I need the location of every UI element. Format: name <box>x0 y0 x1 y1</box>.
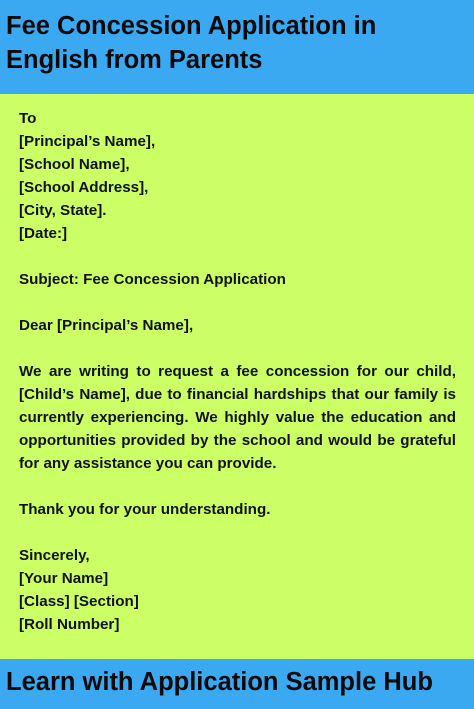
address-line: [Principal’s Name], <box>19 133 156 150</box>
page-title-line-2: English from Parents <box>6 46 263 74</box>
address-line: [City, State]. <box>19 202 107 219</box>
closing-line: [Your Name] <box>19 570 109 587</box>
footer-banner <box>0 659 474 709</box>
subject-block <box>19 268 456 291</box>
address-line: [School Address], <box>19 179 149 196</box>
spacer <box>19 521 456 544</box>
address-line: To <box>19 110 37 127</box>
spacer <box>19 245 456 268</box>
page-title-line-1: Fee Concession Application in <box>6 12 377 40</box>
closing-line: [Class] [Section] <box>19 593 139 610</box>
body-paragraph: We are writing to request a fee concession for our child, [Child’s Name], due to financial hardships that our family is currently experiencing. We highly value the education and opportunities provided by the school and would be grateful for any assistance you can provide. <box>19 363 456 472</box>
recipient-address <box>19 107 456 245</box>
closing-block <box>19 544 456 636</box>
thanks-block <box>19 498 456 521</box>
subject-line: Subject: Fee Concession Application <box>19 271 286 288</box>
address-line: [School Name], <box>19 156 130 173</box>
title-banner <box>0 0 474 94</box>
salutation-block <box>19 314 456 337</box>
salutation: Dear [Principal’s Name], <box>19 317 194 334</box>
spacer <box>19 291 456 314</box>
footer-text: Learn with Application Sample Hub <box>6 668 433 696</box>
spacer <box>19 337 456 360</box>
spacer <box>19 475 456 498</box>
closing-line: [Roll Number] <box>19 616 120 633</box>
letter-panel <box>0 94 474 659</box>
closing-line: Sincerely, <box>19 547 90 564</box>
address-line: [Date:] <box>19 225 68 242</box>
thanks-line: Thank you for your understanding. <box>19 501 271 518</box>
